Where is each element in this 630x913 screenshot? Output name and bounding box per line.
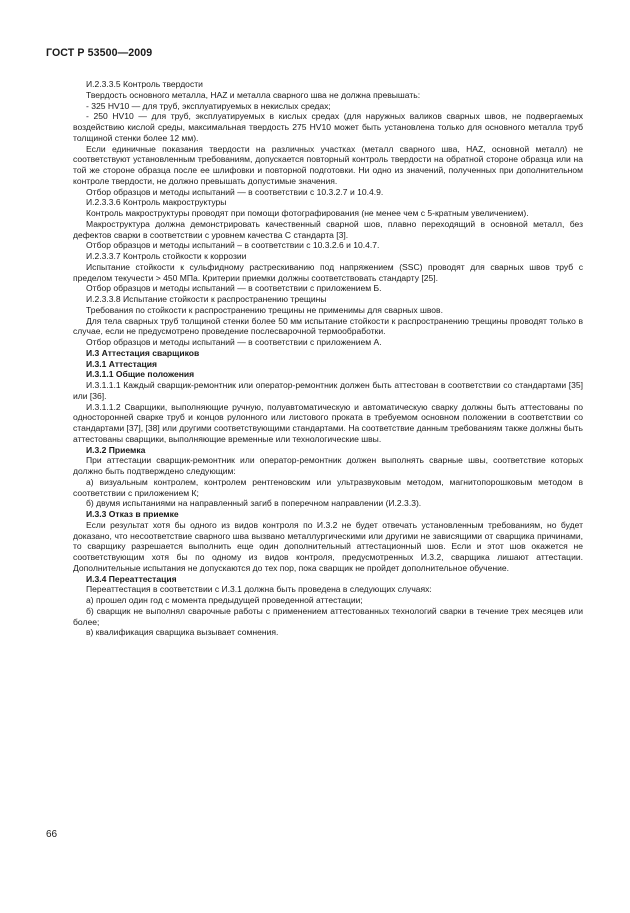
section-heading: И.3 Аттестация сварщиков	[86, 347, 200, 358]
paragraph: Отбор образцов и методы испытаний — в соответствии с приложением Б.	[86, 283, 382, 294]
paragraph: И.2.3.3.5 Контроль твердости	[86, 79, 203, 89]
paragraph: Контроль макроструктуры проводят при помощи фотографирования (не менее чем с 5-кратным увеличением).	[86, 208, 529, 218]
paragraph: При аттестации сварщик-ремонтник или оператор-ремонтник должен выполнять сварные швы, соответствие которых должно быть подтверждено следующим:	[73, 455, 583, 476]
paragraph: И.3.1.1.2 Сварщики, выполняющие ручную, полуавтоматическую и автоматическую сварку должны быть аттестованы по односторонней сварке труб и концов рулонного или листового проката в требуемом основном положении в соответствии со стандартами [37], [38] или другими соответствующими стандартами. На соответствие данным требованиям также должны быть аттестованы сварщики, выполняющие временные или технологические швы.	[73, 401, 583, 444]
paragraph: Макроструктура должна демонстрировать качественный сварной шов, плавно переходящий в основной металл, без дефектов сварки в соответствии с уровнем качества С стандарта [3].	[73, 218, 583, 240]
document-body	[73, 79, 583, 638]
paragraph: Отбор образцов и методы испытаний — в соответствии с 10.3.2.7 и 10.4.9.	[86, 186, 384, 197]
section-heading: И.3.4 Переаттестация	[86, 573, 177, 584]
paragraph: а) визуальным контролем, контролем рентгеновским или ультразвуковым методом, магнитопорошковым методом в соответствии с приложением К;	[73, 476, 583, 498]
section-heading: И.3.2 Приемка	[86, 444, 146, 455]
paragraph: б) двумя испытаниями на направленный загиб в поперечном направлении (И.2.3.3).	[86, 498, 422, 509]
paragraph: а) прошел один год с момента предыдущей проведенной аттестации;	[86, 595, 363, 605]
paragraph: Переаттестация в соответствии с И.3.1 должна быть проведена в следующих случаях:	[86, 584, 432, 595]
paragraph: б) сварщик не выполнял сварочные работы с применением аттестованных технологий сварки в течение трех месяцев или более;	[73, 605, 583, 627]
section-heading: И.3.1.1 Общие положения	[86, 369, 195, 380]
section-heading: И.3.3 Отказ в приемке	[86, 509, 179, 519]
paragraph: Твердость основного металла, HAZ и металла сварного шва не должна превышать:	[86, 89, 421, 100]
document-header-standard-number: ГОСТ Р 53500—2009	[46, 47, 153, 59]
paragraph: Отбор образцов и методы испытаний — в соответствии с приложением А.	[86, 337, 382, 347]
paragraph: И.2.3.3.7 Контроль стойкости к коррозии	[86, 251, 247, 261]
paragraph: Если результат хотя бы одного из видов контроля по И.3.2 не будет отвечать установленным требованиям, но будет доказано, что несоответствие сварного шва вызвано металлургическими или другими не зависящими от сварщика причинами, то сварщику разрешается выполнить еще один дополнительный аттестационный шов. Если и этот шов окажется не соответствующим хотя бы по одному из видов контроля, предусмотренных И.3.2, сварщика лишают аттестации. Дополнительные испытания не допускаются до тех пор, пока сварщик не пройдет дополнительное обучение.	[73, 519, 583, 573]
paragraph: - 325 HV10 — для труб, эксплуатируемых в некислых средах;	[86, 100, 331, 111]
paragraph: Для тела сварных труб толщиной стенки более 50 мм испытание стойкости к распространению трещины проводят только в случае, если не предусмотрено проведение послесварочной термообработки.	[73, 315, 583, 337]
paragraph: Если единичные показания твердости на различных участках (металл сварного шва, HAZ, основной металл) не соответствуют установленным требованиям, допускается повторный контроль твердости на обратной стороне образца или на той же стороне образца после ее шлифовки и повторной подготовки. Ни одно из значений, полученных при дополнительном контроле твердости, не должно превышать допустимые значения.	[73, 143, 583, 186]
paragraph: - 250 HV10 — для труб, эксплуатируемых в кислых средах (для наружных валиков сварных швов, не подвергаемых воздействию кислой среды, максимальная твердость 275 HV10 может быть установлена только для основного металла труб толщиной стенки более 12 мм).	[73, 111, 583, 143]
paragraph: И.2.3.3.8 Испытание стойкости к распространению трещины	[86, 294, 327, 304]
section-heading: И.3.1 Аттестация	[86, 358, 158, 369]
paragraph: И.2.3.3.6 Контроль макроструктуры	[86, 197, 227, 208]
paragraph: Отбор образцов и методы испытаний – в соответствии с 10.3.2.6 и 10.4.7.	[86, 240, 380, 251]
page-number: 66	[46, 829, 58, 840]
paragraph: И.3.1.1.1 Каждый сварщик-ремонтник или оператор-ремонтник должен быть аттестован в соответствии со стандартами [35] или [36].	[73, 380, 583, 401]
paragraph: Испытание стойкости к сульфидному растрескиванию под напряжением (SSC) проводят для сварных швов труб с пределом текучести > 450 МПа. Критерии приемки должны соответствовать стандарту [25].	[73, 261, 583, 283]
paragraph: Требования по стойкости к распространению трещины не применимы для сварных швов.	[86, 304, 443, 315]
paragraph: в) квалификация сварщика вызывает сомнения.	[86, 627, 279, 638]
